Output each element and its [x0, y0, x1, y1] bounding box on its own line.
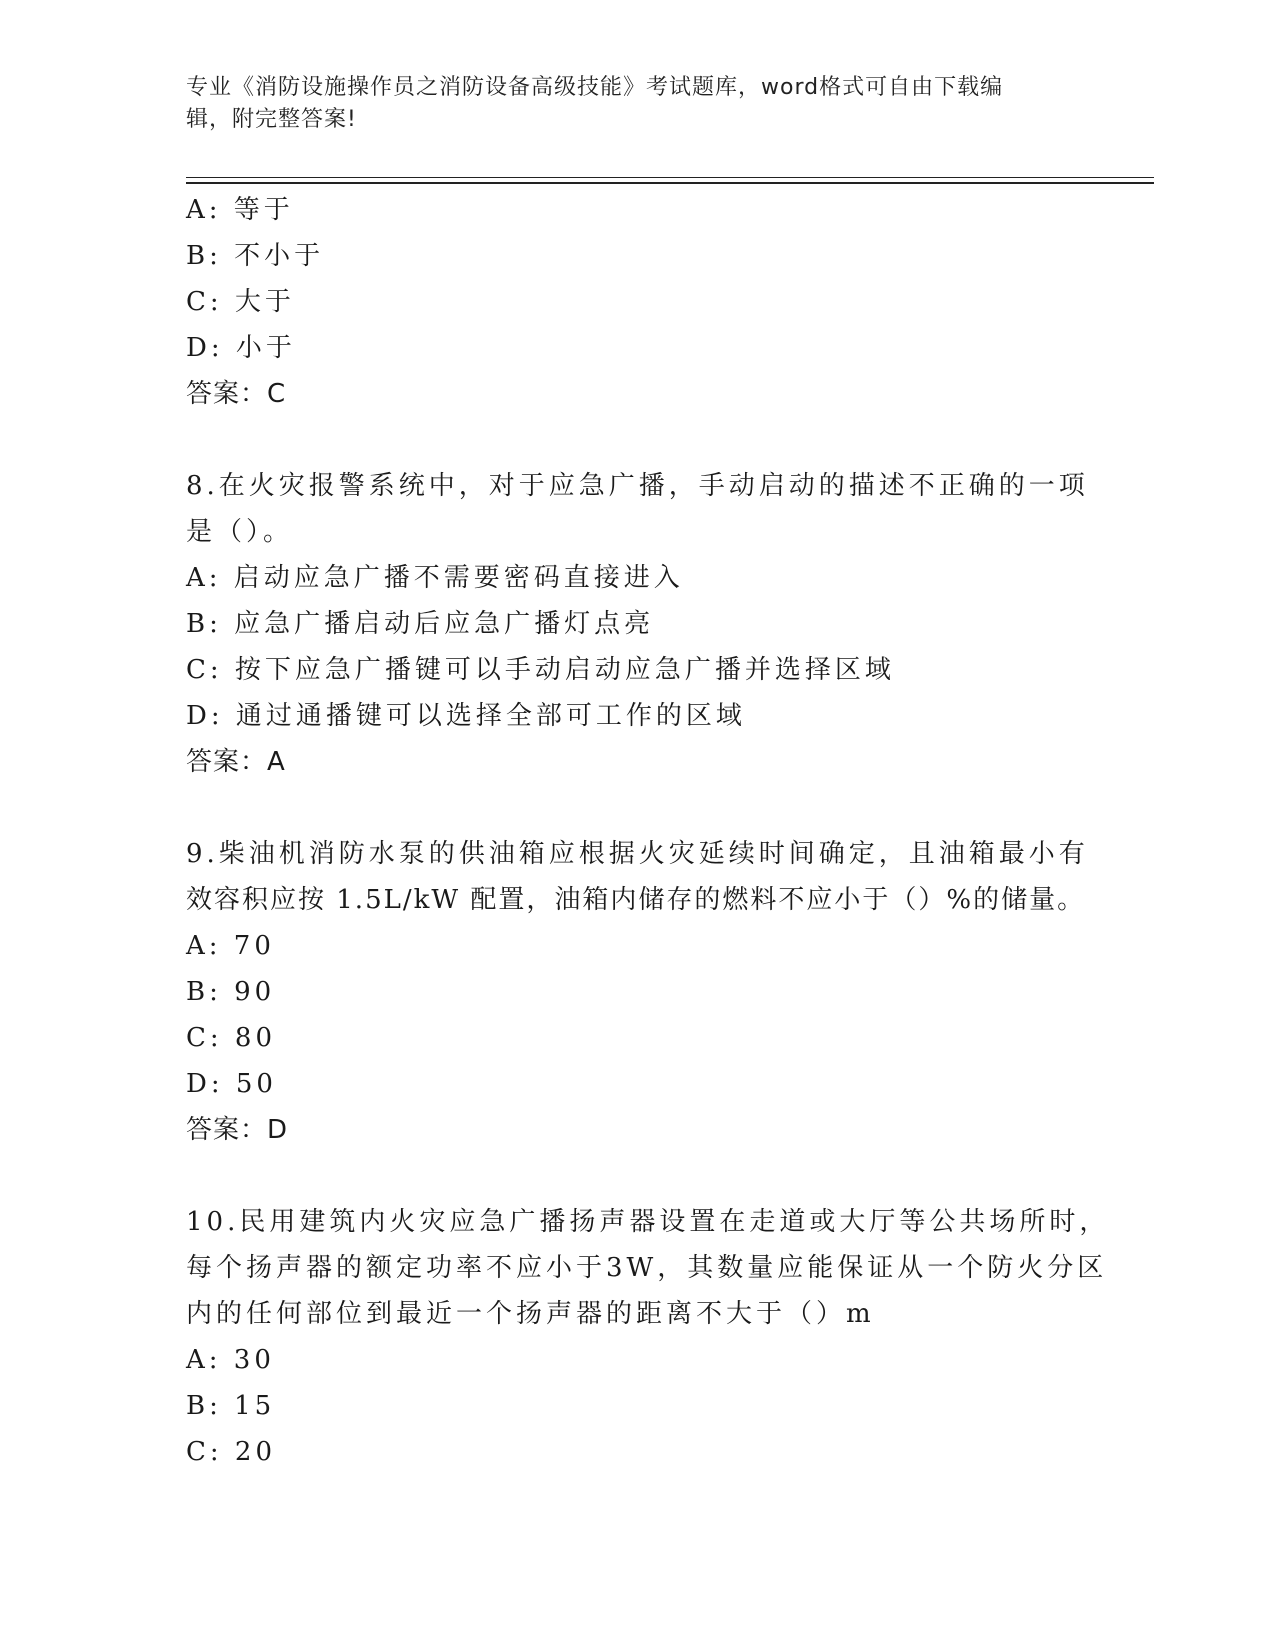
option-b: B: 90 [186, 977, 276, 1007]
question-text-line: 9.柴油机消防水泵的供油箱应根据火灾延续时间确定，且油箱最小有 [186, 839, 1089, 869]
question-text-line: 是（）。 [186, 517, 294, 547]
option-b: B: 15 [186, 1391, 276, 1421]
option-a: A: 30 [186, 1345, 275, 1375]
option-a: A: 等于 [186, 195, 294, 225]
option-d: D: 通过通播键可以选择全部可工作的区域 [186, 701, 746, 731]
answer: 答案：A [186, 747, 286, 777]
option-a: A: 70 [186, 931, 275, 961]
option-d: D: 小于 [186, 333, 296, 363]
document-header [186, 72, 1066, 136]
header-line-2: 辑，附完整答案! [186, 107, 357, 132]
option-b: B: 不小于 [186, 241, 325, 271]
option-a: A: 启动应急广播不需要密码直接进入 [186, 563, 684, 593]
spacer [186, 1153, 1086, 1199]
header-divider-thick [186, 182, 1154, 184]
spacer [186, 417, 1086, 463]
question-prev [186, 187, 1086, 417]
spacer [186, 785, 1086, 831]
question-text-line: 每个扬声器的额定功率不应小于3W，其数量应能保证从一个防火分区 [186, 1253, 1108, 1283]
question-text-line: 效容积应按 1.5L/kW 配置，油箱内储存的燃料不应小于（）%的储量。 [186, 885, 1086, 915]
question-8 [186, 463, 1089, 785]
option-c: C: 大于 [186, 287, 295, 317]
header-divider-thin [186, 177, 1154, 178]
question-list [186, 187, 1110, 1475]
question-text-line: 8.在火灾报警系统中，对于应急广播，手动启动的描述不正确的一项 [186, 471, 1089, 501]
question-text-line: 10.民用建筑内火灾应急广播扬声器设置在走道或大厅等公共场所时， [186, 1207, 1110, 1237]
header-line-1: 专业《消防设施操作员之消防设备高级技能》考试题库，word格式可自由下载编 [186, 75, 1004, 100]
option-d: D: 50 [186, 1069, 277, 1099]
option-b: B: 应急广播启动后应急广播灯点亮 [186, 609, 655, 639]
answer: 答案：D [186, 1115, 289, 1145]
option-c: C: 按下应急广播键可以手动启动应急广播并选择区域 [186, 655, 895, 685]
question-text-line: 内的任何部位到最近一个扬声器的距离不大于（）m [186, 1299, 875, 1329]
option-c: C: 80 [186, 1023, 277, 1053]
question-10 [186, 1199, 1110, 1475]
question-9 [186, 831, 1089, 1153]
answer: 答案：C [186, 379, 287, 409]
option-c: C: 20 [186, 1437, 277, 1467]
